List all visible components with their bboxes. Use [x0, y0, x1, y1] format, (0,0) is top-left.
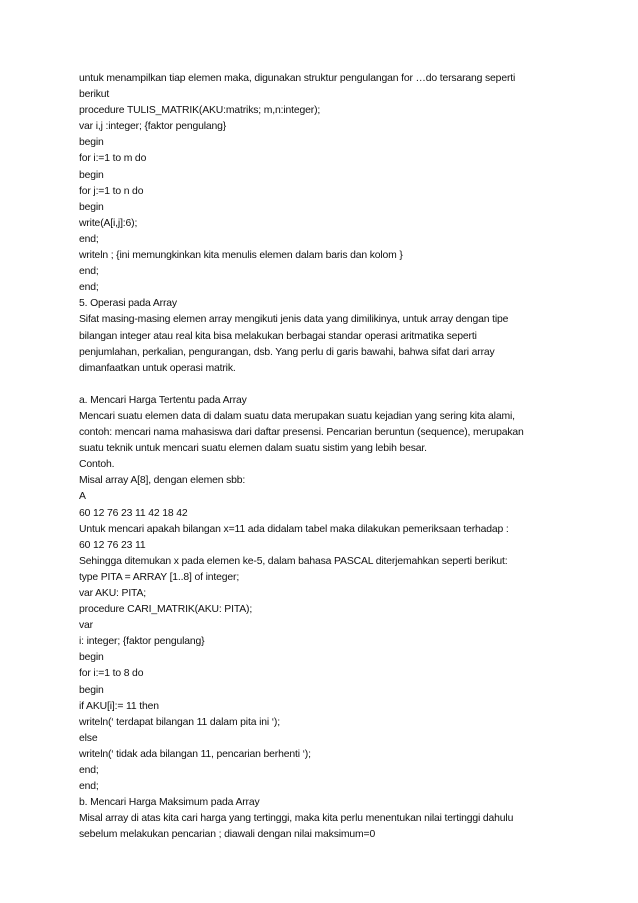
code-line-procedure-tulis-matrik: procedure TULIS_MATRIK(AKU:matriks; m,n:integer); — [79, 105, 321, 117]
code-line-var-aku: var AKU: PITA; — [79, 588, 146, 599]
code-line-end: end; — [79, 282, 99, 294]
text-line-contoh: Contoh. — [79, 459, 115, 471]
code-line-begin: begin — [79, 169, 104, 181]
text-line-array-values: 60 12 76 23 11 42 18 42 — [79, 507, 188, 519]
code-line-writeln-found: writeln(‘ terdapat bilangan 11 dalam pita ini ‘); — [79, 716, 280, 728]
paragraph-line: bilangan integer atau real kita bisa melakukan berbagai standar operasi aritmatika seperti — [79, 330, 477, 342]
code-line-end: end; — [79, 233, 99, 245]
code-line-begin: begin — [79, 684, 104, 696]
code-line-for-i: for i:=1 to m do — [79, 153, 147, 165]
code-line-end: end; — [79, 765, 99, 777]
paragraph-line: Misal array di atas kita cari harga yang tertinggi, maka kita perlu menentukan nilai tertinggi dahulu — [79, 813, 514, 825]
paragraph-line: Sehingga ditemukan x pada elemen ke-5, dalam bahasa PASCAL diterjemahkan seperti berikut: — [79, 555, 508, 567]
paragraph-line: Mencari suatu elemen data di dalam suatu data merupakan suatu kejadian yang sering kita alami, — [79, 410, 515, 422]
subsection-heading-harga-tertentu: a. Mencari Harga Tertentu pada Array — [79, 394, 247, 406]
text-line-array-name: A — [79, 491, 86, 503]
code-line-type: type PITA = ARRAY [1..8] of integer; — [79, 571, 240, 583]
paragraph-line: Sifat masing-masing elemen array mengikuti jenis data yang dimilikinya, untuk array dengan tipe — [79, 314, 509, 326]
subsection-heading-harga-maksimum: b. Mencari Harga Maksimum pada Array — [79, 797, 260, 809]
text-line-01: untuk menampilkan tiap elemen maka, digunakan struktur pengulangan for …do tersarang seperti — [79, 73, 516, 84]
section-heading-operasi: 5. Operasi pada Array — [79, 298, 177, 310]
text-line-misal-array: Misal array A[8], dengan elemen sbb: — [79, 475, 246, 487]
code-line-write: write(A[i,j]:6); — [79, 217, 138, 229]
code-line-begin: begin — [79, 652, 104, 664]
code-line-end: end; — [79, 266, 99, 278]
text-line-02: berikut — [79, 89, 110, 101]
code-line-for-i: for i:=1 to 8 do — [79, 668, 144, 680]
paragraph-line: penjumlahan, perkalian, pengurangan, dsb. Yang perlu di garis bawahi, bahwa sifat dari array — [79, 346, 495, 358]
code-line-var: var — [79, 620, 93, 632]
paragraph-line: sebelum melakukan pencarian ; diawali dengan nilai maksimum=0 — [79, 829, 376, 841]
code-line-writeln: writeln ; {ini memungkinkan kita menulis elemen dalam baris dan kolom } — [79, 250, 403, 262]
code-line-procedure-cari-matrik: procedure CARI_MATRIK(AKU: PITA); — [79, 604, 253, 616]
blank-line — [79, 377, 569, 393]
code-line-writeln-not-found: writeln(‘ tidak ada bilangan 11, pencarian berhenti ‘); — [79, 748, 311, 760]
document-body — [79, 71, 569, 844]
code-line-if: if AKU[i]:= 11 then — [79, 700, 159, 712]
text-line-checked-values: 60 12 76 23 11 — [79, 539, 146, 551]
code-line-begin: begin — [79, 201, 104, 213]
paragraph-line: suatu teknik untuk mencari suatu elemen dalam suatu sistim yang lebih besar. — [79, 443, 427, 455]
code-line-for-j: for j:=1 to n do — [79, 185, 144, 197]
code-line-var: var i,j :integer; {faktor pengulang} — [79, 121, 227, 133]
code-line-else: else — [79, 732, 98, 744]
code-line-begin: begin — [79, 137, 104, 149]
paragraph-line: Untuk mencari apakah bilangan x=11 ada didalam tabel maka dilakukan pemeriksaan terhadap : — [79, 523, 509, 535]
code-line-i-integer: i: integer; {faktor pengulang} — [79, 636, 205, 648]
paragraph-line: dimanfaatkan untuk operasi matrik. — [79, 362, 236, 374]
code-line-end: end; — [79, 781, 99, 793]
paragraph-line: contoh: mencari nama mahasiswa dari daftar presensi. Pencarian beruntun (sequence), merupakan — [79, 427, 524, 439]
